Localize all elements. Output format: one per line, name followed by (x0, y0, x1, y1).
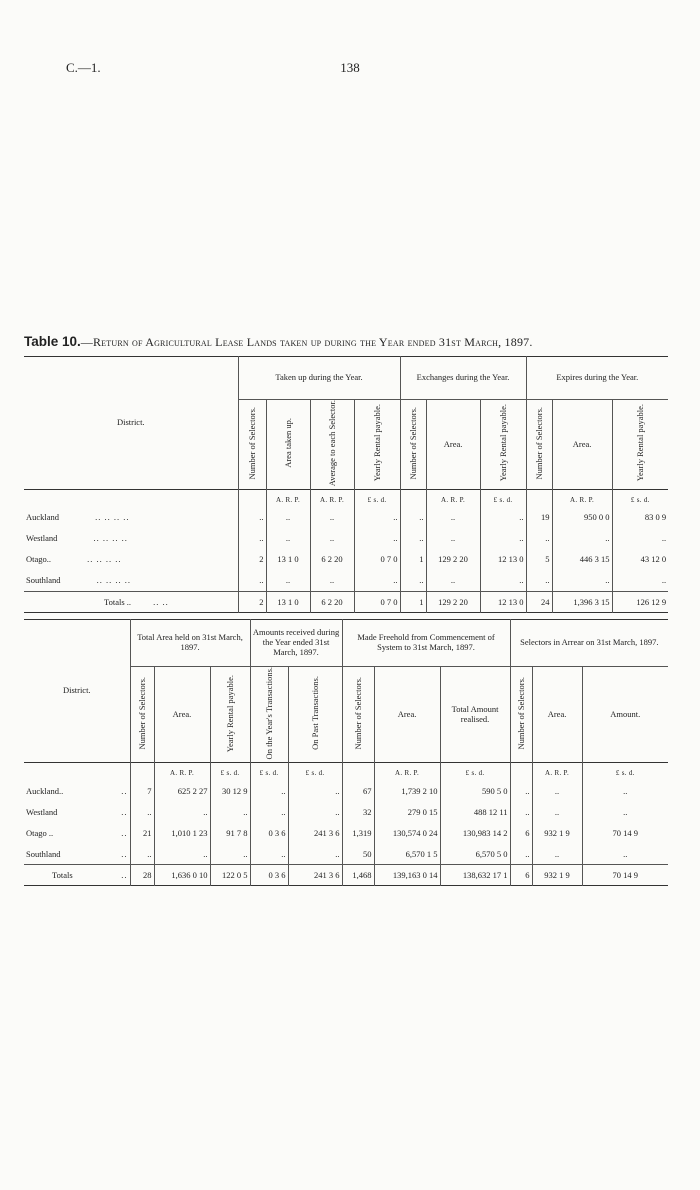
group-header-total-area: Total Area held on 31st March, 1897. (130, 620, 250, 667)
district-name: Westland (26, 533, 58, 544)
district-name: Auckland (26, 512, 60, 523)
totals-label: Totals (52, 870, 73, 881)
unit-label: £ s. d. (582, 763, 668, 781)
total-cell: 241 3 6 (288, 865, 342, 886)
table-cell: .. (552, 570, 612, 592)
table-cell: 1,010 1 23 (154, 822, 210, 843)
leader-dots: .. .. .. .. (96, 575, 131, 586)
leader-dots: .. .. .. .. (93, 533, 128, 544)
table-cell: .. (250, 801, 288, 822)
table-cell: 625 2 27 (154, 780, 210, 801)
table-cell: .. (310, 528, 354, 549)
column-header: Number of Selectors. (352, 676, 363, 750)
leader-dots: .. (121, 870, 128, 881)
leader-dots: .. .. (153, 596, 169, 607)
unit-label (130, 763, 154, 781)
group-header-made-freehold: Made Freehold from Commencement of System to 31st March, 1897. (342, 620, 510, 667)
table-cell: 6 2 20 (310, 549, 354, 570)
table-cell: .. (510, 801, 532, 822)
table-cell: .. (266, 507, 310, 528)
table-cell: .. (130, 801, 154, 822)
unit-label (526, 489, 552, 507)
total-cell: 1,468 (342, 865, 374, 886)
table-cell: .. (310, 570, 354, 592)
table-cell: 70 14 9 (582, 822, 668, 843)
column-header: Area. (532, 667, 582, 763)
total-cell: 932 1 9 (532, 865, 582, 886)
table-cell: 6,570 1 5 (374, 843, 440, 865)
table-cell: 30 12 9 (210, 780, 250, 801)
column-header: Yearly Rental payable. (224, 674, 235, 752)
unit-label (342, 763, 374, 781)
table-cell: .. (130, 843, 154, 865)
column-header: On Past Transactions. (309, 676, 320, 751)
table-cell: .. (210, 843, 250, 865)
page-number: 138 (340, 60, 360, 75)
unit-label: £ s. d. (354, 489, 400, 507)
table-row (24, 549, 668, 570)
table-cell: .. (354, 528, 400, 549)
group-header-arrears: Selectors in Arrear on 31st March, 1897. (510, 620, 668, 667)
table-row (24, 822, 668, 843)
group-header-expires: Expires during the Year. (526, 357, 668, 400)
total-cell: 70 14 9 (582, 865, 668, 886)
table-cell: 590 5 0 (440, 780, 510, 801)
column-header: Number of Selectors. (246, 406, 257, 480)
table-cell: 13 1 0 (266, 549, 310, 570)
group-header-taken-up: Taken up during the Year. (238, 357, 400, 400)
total-cell: 6 (510, 865, 532, 886)
table-cell: .. (532, 843, 582, 865)
unit-label: A. R. P. (266, 489, 310, 507)
table-cell: 2 (238, 549, 266, 570)
total-cell: 6 2 20 (310, 591, 354, 612)
total-cell: 2 (238, 591, 266, 612)
table-cell: .. (426, 570, 480, 592)
table-cell: .. (310, 507, 354, 528)
table-cell: 1 (400, 549, 426, 570)
district-name: Otago .. (26, 827, 54, 838)
table-cell: .. (238, 570, 266, 592)
table-cell: 241 3 6 (288, 822, 342, 843)
table-cell: 67 (342, 780, 374, 801)
district-name: Southland (26, 848, 61, 859)
district-name: Westland (26, 806, 58, 817)
table-cell: 21 (130, 822, 154, 843)
table-cell: 32 (342, 801, 374, 822)
unit-label: £ s. d. (480, 489, 526, 507)
column-header: Yearly Rental payable. (497, 404, 508, 482)
table-title-text: —Return of Agricultural Lease Lands taken up during the Year ended 31st March, 1897. (80, 335, 533, 349)
table-cell: 130,983 14 2 (440, 822, 510, 843)
table-row (24, 801, 668, 822)
total-cell: 0 7 0 (354, 591, 400, 612)
table-number: Table 10. (24, 334, 81, 349)
column-header: Total Amount realised. (440, 667, 510, 763)
table-cell: .. (426, 507, 480, 528)
unit-label (400, 489, 426, 507)
table-cell: .. (480, 570, 526, 592)
group-header-amounts-received: Amounts received during the Year ended 31st March, 1897. (250, 620, 342, 667)
unit-label: A. R. P. (552, 489, 612, 507)
table-cell: 0 3 6 (250, 822, 288, 843)
district-name: Southland (26, 575, 61, 586)
total-cell: 129 2 20 (426, 591, 480, 612)
unit-label: £ s. d. (288, 763, 342, 781)
column-header: Area. (154, 667, 210, 763)
table-cell: 50 (342, 843, 374, 865)
totals-row (24, 591, 668, 612)
leader-dots: .. (121, 827, 128, 838)
unit-label: A. R. P. (374, 763, 440, 781)
district-name: Auckland.. (26, 785, 64, 796)
column-header: Area. (426, 400, 480, 490)
table-cell: 488 12 11 (440, 801, 510, 822)
table-cell: .. (250, 780, 288, 801)
total-cell: 28 (130, 865, 154, 886)
table-cell: .. (532, 801, 582, 822)
table-cell: .. (288, 843, 342, 865)
column-header: Number of Selectors. (533, 406, 544, 480)
total-cell: 138,632 17 1 (440, 865, 510, 886)
total-cell: 12 13 0 (480, 591, 526, 612)
document-code: C.—1. (66, 60, 101, 75)
table-cell: .. (480, 507, 526, 528)
unit-label: £ s. d. (250, 763, 288, 781)
group-header-exchanges: Exchanges during the Year. (400, 357, 526, 400)
table-cell: .. (552, 528, 612, 549)
totals-row (24, 865, 668, 886)
agricultural-lease-table-2 (24, 619, 668, 886)
table-cell: .. (354, 570, 400, 592)
table-cell: .. (510, 780, 532, 801)
table-cell: .. (426, 528, 480, 549)
table-cell: 12 13 0 (480, 549, 526, 570)
table-cell: .. (288, 801, 342, 822)
unit-label: A. R. P. (154, 763, 210, 781)
column-header: Number of Selectors. (136, 676, 147, 750)
table-cell: .. (154, 801, 210, 822)
unit-label: £ s. d. (210, 763, 250, 781)
table-cell: .. (266, 570, 310, 592)
unit-label: A. R. P. (310, 489, 354, 507)
district-header: District. (62, 685, 91, 696)
table-cell: .. (400, 507, 426, 528)
total-cell: 0 3 6 (250, 865, 288, 886)
leader-dots: .. (121, 848, 128, 859)
table-cell: 1,739 2 10 (374, 780, 440, 801)
total-cell: 1,396 3 15 (552, 591, 612, 612)
district-name: Otago.. (26, 554, 52, 565)
table-cell: 83 0 9 (612, 507, 668, 528)
table-cell: .. (266, 528, 310, 549)
column-header: Number of Selectors. (407, 406, 418, 480)
table-cell: .. (250, 843, 288, 865)
table-cell: .. (526, 528, 552, 549)
table-cell: 932 1 9 (532, 822, 582, 843)
table-cell: .. (532, 780, 582, 801)
total-cell: 24 (526, 591, 552, 612)
table-cell: 5 (526, 549, 552, 570)
totals-label: Totals .. (104, 596, 132, 607)
table-cell: .. (354, 507, 400, 528)
table-cell: .. (582, 801, 668, 822)
unit-label: £ s. d. (440, 763, 510, 781)
table-cell: .. (238, 507, 266, 528)
leader-dots: .. .. .. .. (87, 554, 122, 565)
column-header: Amount. (582, 667, 668, 763)
table-cell: .. (400, 570, 426, 592)
table-cell: .. (480, 528, 526, 549)
total-cell: 1,636 0 10 (154, 865, 210, 886)
unit-label: A. R. P. (426, 489, 480, 507)
table-cell: .. (238, 528, 266, 549)
table-cell: .. (582, 780, 668, 801)
agricultural-lease-table-1 (24, 356, 668, 613)
leader-dots: .. .. .. .. (95, 512, 130, 523)
leader-dots: .. (121, 806, 128, 817)
table-cell: 6 (510, 822, 532, 843)
total-cell: 1 (400, 591, 426, 612)
table-cell: .. (526, 570, 552, 592)
table-cell: 7 (130, 780, 154, 801)
column-header: Area. (374, 667, 440, 763)
table-cell: 43 12 0 (612, 549, 668, 570)
column-header: Area. (552, 400, 612, 490)
table-cell: .. (612, 570, 668, 592)
table-title (24, 334, 684, 350)
table-cell: 279 0 15 (374, 801, 440, 822)
unit-label: £ s. d. (612, 489, 668, 507)
table-cell: .. (288, 780, 342, 801)
table-cell: 91 7 8 (210, 822, 250, 843)
table-cell: 129 2 20 (426, 549, 480, 570)
total-cell: 13 1 0 (266, 591, 310, 612)
total-cell: 122 0 5 (210, 865, 250, 886)
table-cell: 6,570 5 0 (440, 843, 510, 865)
table-cell: .. (612, 528, 668, 549)
column-header: Yearly Rental payable. (634, 404, 645, 482)
leader-dots: .. (121, 785, 128, 796)
district-header: District. (116, 417, 145, 428)
table-cell: .. (510, 843, 532, 865)
table-cell: .. (582, 843, 668, 865)
table-row (24, 507, 668, 528)
column-header: Yearly Rental payable. (371, 404, 382, 482)
table-cell: 130,574 0 24 (374, 822, 440, 843)
table-cell: 446 3 15 (552, 549, 612, 570)
table-row (24, 528, 668, 549)
total-cell: 139,163 0 14 (374, 865, 440, 886)
table-cell: 950 0 0 (552, 507, 612, 528)
table-cell: 1,319 (342, 822, 374, 843)
unit-label: A. R. P. (532, 763, 582, 781)
unit-label (510, 763, 532, 781)
table-cell: .. (154, 843, 210, 865)
table-cell: 19 (526, 507, 552, 528)
column-header: Average to each Selector. (326, 400, 337, 487)
unit-label (238, 489, 266, 507)
column-header: Number of Selectors. (515, 676, 526, 750)
table-cell: .. (210, 801, 250, 822)
column-header: Area taken up. (282, 418, 293, 468)
table-row (24, 843, 668, 865)
table-row (24, 780, 668, 801)
total-cell: 126 12 9 (612, 591, 668, 612)
column-header: On the Year's Transactions. (263, 667, 274, 760)
table-row (24, 570, 668, 592)
table-cell: 0 7 0 (354, 549, 400, 570)
table-cell: .. (400, 528, 426, 549)
